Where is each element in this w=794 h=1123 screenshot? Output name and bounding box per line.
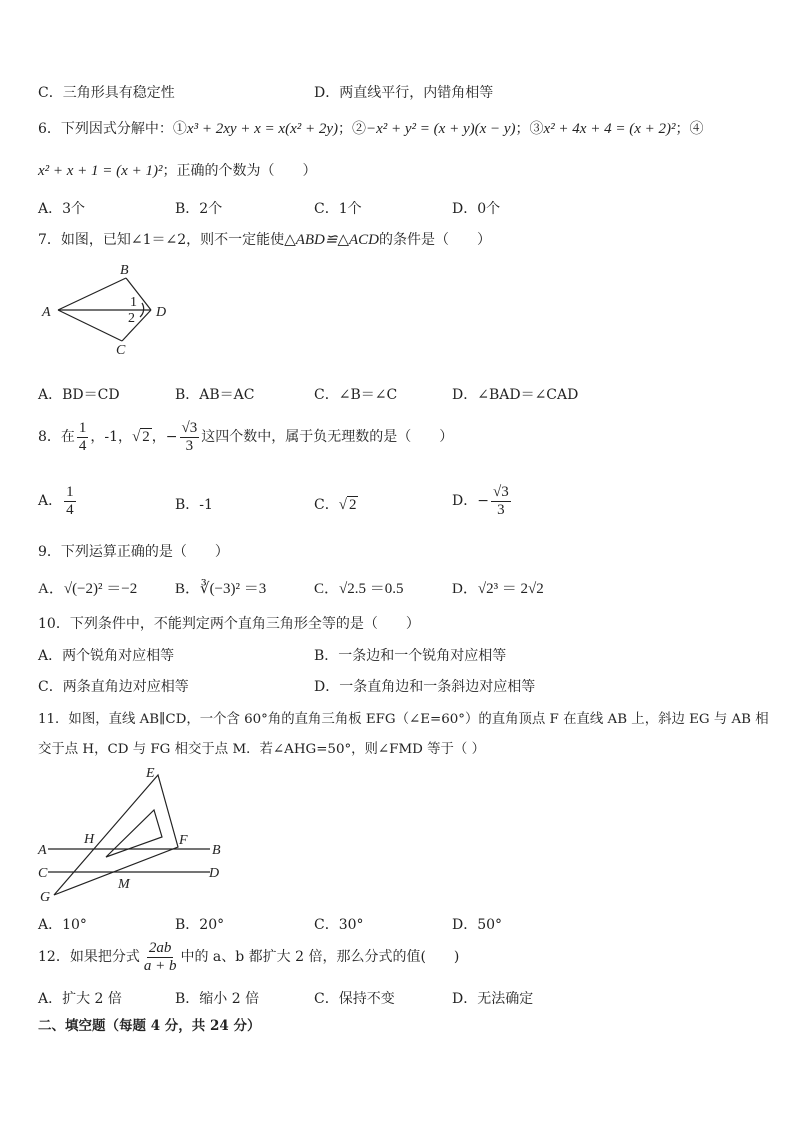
q8-prefix: 8．在	[38, 429, 75, 445]
q11-option-a: A．10°	[38, 917, 87, 933]
q12-option-b: B．缩小 2 倍	[175, 991, 260, 1007]
q9-option-b: B．∛(−3)² ＝3	[175, 581, 267, 597]
q11-option-c: C．30°	[314, 917, 364, 933]
q7-prefix: 7．如图，已知∠1＝∠2，则不一定能使	[38, 232, 285, 248]
q5-option-d: D．两直线平行，内错角相等	[314, 85, 494, 101]
q11-label-c: C	[38, 866, 48, 881]
q9-option-a: A．√(−2)² ＝−2	[38, 581, 138, 597]
q7-segment-cd	[122, 310, 151, 341]
q5-option-c: C．三角形具有稳定性	[38, 85, 175, 101]
q8-middle: ，-1，	[90, 429, 133, 445]
q7-option-a: A．BD＝CD	[38, 387, 120, 403]
q11-label-a: A	[38, 843, 47, 858]
q8-neg: ，−	[151, 429, 178, 445]
q12-option-c: C．保持不变	[314, 991, 395, 1007]
q11-triangle-inner	[106, 810, 162, 857]
q6-expr3: x² + 4x + 4 = (x + 2)²	[543, 121, 676, 137]
q6-suffix: ；正确的个数为（ ）	[162, 163, 317, 179]
q10-option-c: C．两条直角边对应相等	[38, 679, 189, 695]
q7-expr: △ABD≌△ACD	[284, 232, 379, 248]
q8-option-d: D．− $\frac{√3}{3}$	[452, 484, 509, 518]
q11-label-b: B	[212, 843, 221, 858]
q11-figure	[34, 766, 234, 906]
q6-sep3: ；③	[515, 121, 544, 137]
q7-label-a: A	[42, 305, 51, 320]
q7-segment-ab	[58, 278, 126, 310]
q11-stem-line1: 11．如图，直线 AB∥CD，一个含 60°角的直角三角板 EFG（∠E=60°）的直角顶点 F 在直线 AB 上，斜边 EG 与 AB 相	[38, 712, 769, 727]
q6-stem-line2	[38, 160, 316, 180]
q11-option-b: B．20°	[175, 917, 225, 933]
q7-stem	[38, 229, 491, 249]
q10-stem: 10．下列条件中，不能判定两个直角三角形全等的是（ ）	[38, 616, 420, 632]
q8-suffix: 这四个数中，属于负无理数的是（ ）	[201, 429, 454, 445]
q6-expr4: x² + x + 1 = (x + 1)²	[38, 163, 163, 179]
q8-option-c: C．√ 2	[314, 497, 357, 513]
q6-sep4: ；④	[675, 121, 704, 137]
q8-option-a: A． $\frac{1}{4}$	[38, 484, 74, 518]
q7-option-c: C．∠B＝∠C	[314, 387, 398, 403]
q6-prefix: 6．下列因式分解中：①	[38, 121, 187, 137]
q7-label-angle1: 1	[130, 295, 137, 310]
q11-label-h: H	[84, 832, 95, 847]
q8-stem	[38, 420, 453, 454]
q11-label-d: D	[209, 866, 220, 881]
q7-option-d: D．∠BAD＝∠CAD	[452, 387, 579, 403]
q10-option-b: B．一条边和一个锐角对应相等	[314, 648, 507, 664]
q12-prefix: 12．如果把分式	[38, 949, 140, 965]
q9-option-d: D．√2³ ＝ 2√2	[452, 581, 544, 597]
q8-fraction-sqrt3: $\frac{√3}{3}$	[181, 420, 198, 454]
q12-fraction: $\frac{2ab}{a + b}$	[143, 940, 177, 974]
q7-label-angle2: 2	[128, 311, 135, 326]
q12-option-a: A．扩大 2 倍	[38, 991, 122, 1007]
q9-option-c: C．√2.5 ＝0.5	[314, 581, 404, 597]
q11-option-d: D．50°	[452, 917, 503, 933]
section-2-heading: 二、填空题（每题 4 分，共 24 分）	[38, 1018, 261, 1034]
q7-label-c: C	[116, 343, 126, 358]
q6-expr1: x³ + 2xy + x = x(x² + 2y)	[186, 121, 338, 137]
q6-expr2: −x² + y² = (x + y)(x − y)	[366, 121, 516, 137]
q6-option-d: D．0个	[452, 201, 501, 217]
q6-option-c: C．1个	[314, 201, 362, 217]
q8-option-b: B．-1	[175, 497, 213, 513]
q7-label-d: D	[156, 305, 167, 320]
q7-figure	[38, 258, 178, 358]
q10-option-a: A．两个锐角对应相等	[38, 648, 175, 664]
q12-stem	[38, 940, 459, 974]
q10-option-d: D．一条直角边和一条斜边对应相等	[314, 679, 536, 695]
q8-sqrt2: √ 2	[132, 429, 150, 445]
q11-triangle-outer	[54, 775, 178, 895]
q6-option-a: A．3个	[38, 201, 86, 217]
q11-label-e: E	[146, 766, 155, 781]
q7-suffix: 的条件是（ ）	[379, 232, 491, 248]
q6-sep2: ；②	[338, 121, 366, 137]
q12-suffix: 中的 a、b 都扩大 2 倍，那么分式的值( )	[180, 949, 460, 965]
q7-segment-ac	[58, 310, 122, 341]
q12-option-d: D．无法确定	[452, 991, 534, 1007]
q11-label-m: M	[118, 877, 130, 892]
q11-label-f: F	[179, 833, 188, 848]
q7-option-b: B．AB＝AC	[175, 387, 255, 403]
q11-label-g: G	[40, 890, 51, 905]
q6-stem-line1	[38, 118, 703, 138]
q7-label-b: B	[120, 263, 129, 278]
q6-option-b: B．2个	[175, 201, 223, 217]
q9-stem: 9．下列运算正确的是（ ）	[38, 544, 229, 560]
q11-stem-line2: 交于点 H，CD 与 FG 相交于点 M．若∠AHG=50°，则∠FMD 等于（ ）	[38, 742, 485, 757]
q8-fraction-quarter: $\frac{1}{4}$	[78, 420, 87, 454]
